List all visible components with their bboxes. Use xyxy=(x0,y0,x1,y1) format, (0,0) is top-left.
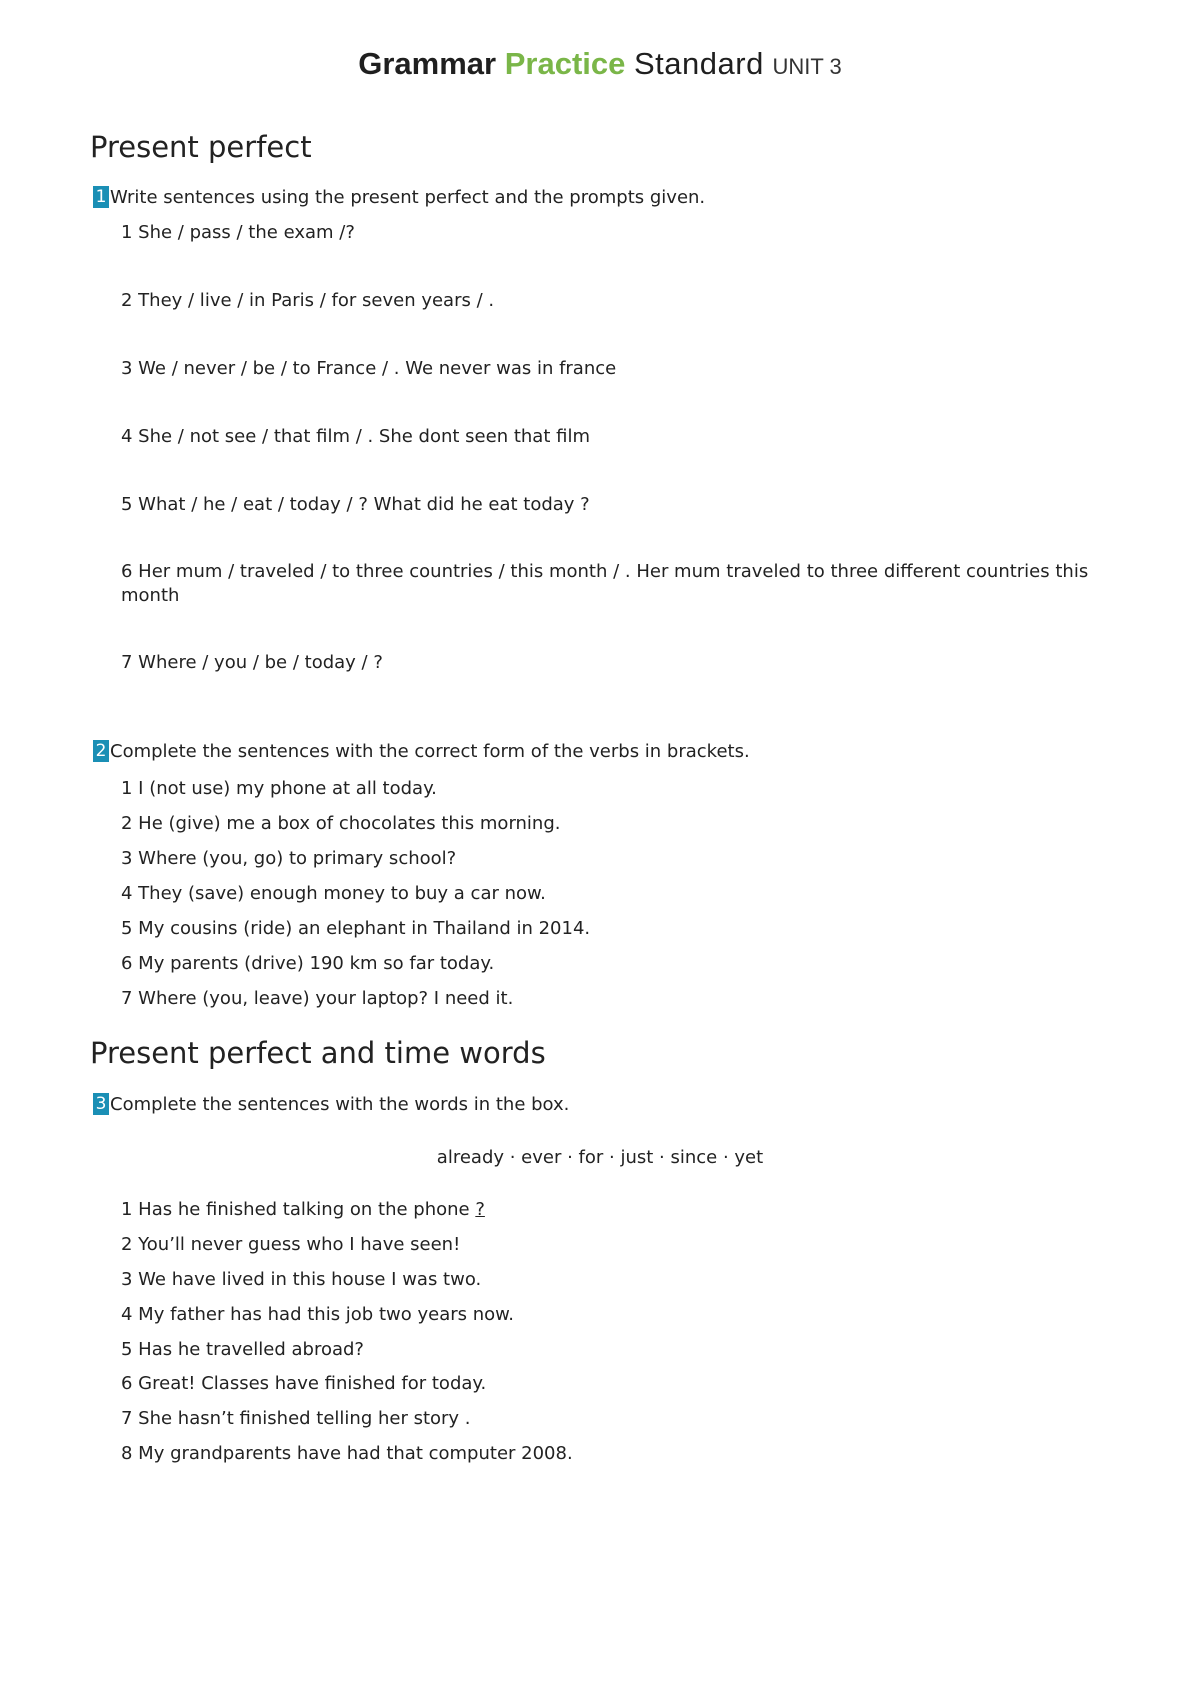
title-unit: UNIT 3 xyxy=(772,54,842,79)
exercise-2-item: 7 Where (you, leave) your laptop? I need it. xyxy=(121,988,514,1009)
exercise-3-item: 7 She hasn’t finished telling her story . xyxy=(121,1408,471,1429)
exercise-2-item: 4 They (save) enough money to buy a car now. xyxy=(121,883,546,904)
exercise-2-instruction xyxy=(93,740,750,762)
exercise-3-item: 8 My grandparents have had that computer 2008. xyxy=(121,1443,573,1464)
exercise-1-item: 1 She / pass / the exam /? xyxy=(121,222,355,243)
exercise-2-item: 3 Where (you, go) to primary school? xyxy=(121,848,457,869)
exercise-2-item: 2 He (give) me a box of chocolates this morning. xyxy=(121,813,561,834)
exercise-3-item: 6 Great! Classes have finished for today. xyxy=(121,1373,487,1394)
exercise-1-item: 3 We / never / be / to France / . We never was in france xyxy=(121,358,617,379)
exercise-3-item xyxy=(121,1199,485,1220)
exercise-2-item: 1 I (not use) my phone at all today. xyxy=(121,778,437,799)
section-heading-time-words: Present perfect and time words xyxy=(90,1036,546,1070)
exercise-number-badge: 2 xyxy=(93,740,109,762)
exercise-1-item: 5 What / he / eat / today / ? What did he eat today ? xyxy=(121,494,590,515)
exercise-3-item: 2 You’ll never guess who I have seen! xyxy=(121,1234,461,1255)
instruction-text: Complete the sentences with the correct form of the verbs in brackets. xyxy=(110,740,750,762)
exercise-1-instruction xyxy=(93,186,705,208)
section-heading-present-perfect: Present perfect xyxy=(90,130,312,164)
exercise-1-item: 4 She / not see / that film / . She dont seen that film xyxy=(121,426,590,447)
exercise-2-item: 6 My parents (drive) 190 km so far today. xyxy=(121,953,495,974)
word-box: already · ever · for · just · since · yet xyxy=(436,1147,764,1168)
answer-blank: ? xyxy=(475,1199,485,1220)
exercise-1-item: 7 Where / you / be / today / ? xyxy=(121,652,383,673)
page-title xyxy=(0,46,1200,82)
instruction-text: Write sentences using the present perfect and the prompts given. xyxy=(110,186,706,208)
exercise-3-item: 3 We have lived in this house I was two. xyxy=(121,1269,482,1290)
exercise-1-item: 6 Her mum / traveled / to three countries / this month / . Her mum traveled to three different countries this month xyxy=(121,561,1089,606)
title-grammar: Grammar xyxy=(358,46,497,81)
title-standard: Standard xyxy=(634,46,764,81)
exercise-number-badge: 1 xyxy=(93,186,109,208)
exercise-3-instruction xyxy=(93,1093,569,1115)
exercise-number-badge: 3 xyxy=(93,1093,109,1115)
exercise-3-item: 5 Has he travelled abroad? xyxy=(121,1339,364,1360)
exercise-1-item: 2 They / live / in Paris / for seven years / . xyxy=(121,290,495,311)
exercise-2-item: 5 My cousins (ride) an elephant in Thailand in 2014. xyxy=(121,918,591,939)
exercise-3-item-text: 1 Has he finished talking on the phone xyxy=(121,1199,476,1220)
exercise-3-item: 4 My father has had this job two years now. xyxy=(121,1304,514,1325)
instruction-text: Complete the sentences with the words in the box. xyxy=(110,1093,570,1115)
title-practice: Practice xyxy=(504,46,626,81)
